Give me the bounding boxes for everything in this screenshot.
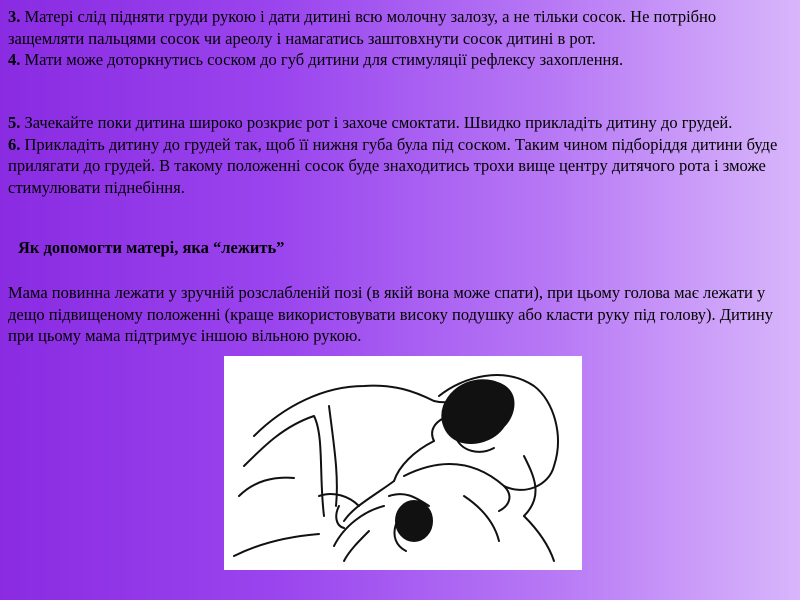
step-5-text: Зачекайте поки дитина широко розкриє рот і захоче смоктати. Швидко прикладіть дитину до грудей. [20, 113, 733, 132]
step-3-number: 3. [8, 7, 21, 26]
steps-block-2 [8, 112, 788, 198]
step-5-number: 5. [8, 113, 21, 132]
steps-block-1 [8, 6, 778, 71]
body-paragraph: Мама повинна лежати у зручній розслабленій позі (в якій вона може спати), при цьому голова має лежати у дещо підвищеному положенні (краще використовувати високу подушку або класти руку під голову). Дитину при цьому мама підтримує іншою вільною рукою. [8, 283, 773, 345]
step-6-number: 6. [8, 134, 21, 154]
step-3-text: Матері слід підняти груди рукою і дати дитині всю молочну залозу, а не тільки сосок. Не потрібно защемляти пальцями сосок чи ареолу і намагатись заштовхнути сосок дитині в рот. [8, 7, 717, 48]
step-4-text: Мати може доторкнутись соском до губ дитини для стимуляції рефлексу захоплення. [20, 50, 624, 69]
lying-breastfeeding-illustration [224, 356, 582, 570]
section-heading: Як допомогти матері, яка “лежить” [18, 238, 285, 257]
step-6-text: Прикладіть дитину до грудей так, щоб її нижня губа була під соском. Таким чином підборіддя дитини буде прилягати до грудей. В такому положенні сосок буде знаходитись трохи вище центру дитячого рота і зможе стимулювати піднебіння. [8, 134, 778, 197]
step-4-number: 4. [8, 50, 21, 69]
